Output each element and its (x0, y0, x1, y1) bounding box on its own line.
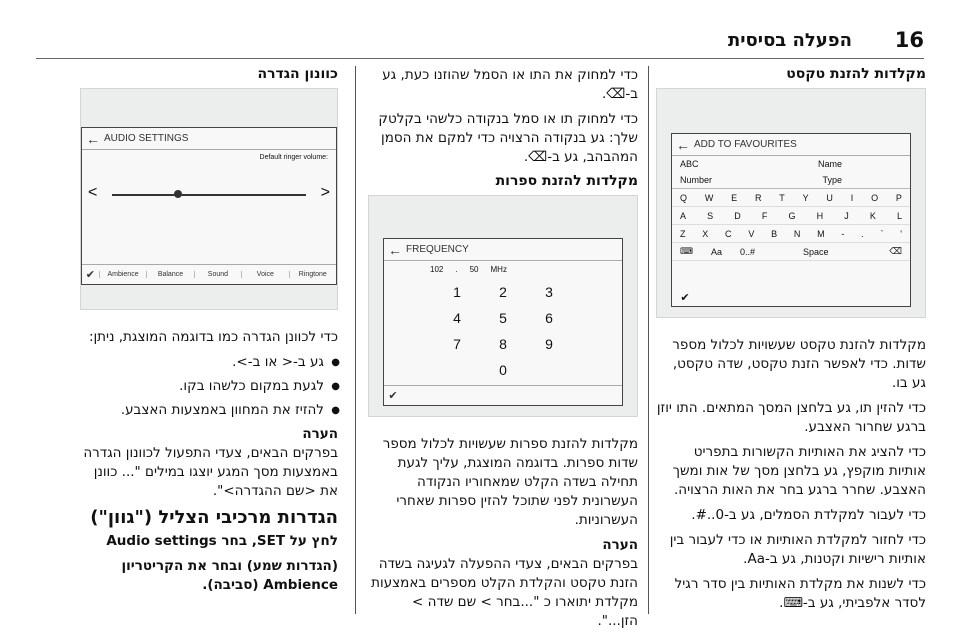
key[interactable]: E (731, 192, 738, 203)
key[interactable]: - (841, 228, 845, 239)
page-header (0, 0, 960, 56)
space-key[interactable]: Space (803, 246, 829, 257)
key[interactable]: N (793, 228, 801, 239)
volume-slider-handle[interactable] (174, 190, 182, 198)
numeric-keypad (384, 284, 622, 378)
note-text: בפרקים הבאים, צעדי ההפעלה לגעיגה בשדה הזנת טקסט והקלדת הקלט מספרים באמצעות מקלדת יתוארו כ "...בחר > שם שדה > הזן...". (371, 556, 638, 629)
key[interactable]: B (771, 228, 778, 239)
key[interactable]: ' (900, 228, 902, 239)
increase-chevron-icon[interactable]: > (320, 184, 330, 201)
key[interactable]: P (895, 192, 902, 203)
list-item: ● לגעת במקום כלשהו בקו. (80, 377, 338, 396)
digit-key[interactable]: 3 (545, 284, 553, 300)
paragraph: כדי למחוק תו או סמל בנקודה כלשהי בקלטק שלך: גע בנקודה הרצויה כדי למקם את הסמן המהבהב, גע ב-⌫. (378, 111, 638, 165)
key[interactable]: Z (680, 228, 686, 239)
text-keyboard-screenshot (656, 88, 926, 318)
back-arrow-icon[interactable]: ← (676, 136, 690, 153)
symbols-key[interactable]: 0..# (740, 246, 756, 257)
digit-key[interactable]: 1 (453, 284, 461, 300)
key[interactable]: R (754, 192, 762, 203)
key[interactable]: S (707, 210, 714, 221)
adjust-setting-section (80, 66, 338, 601)
page-number: 16 (894, 28, 924, 52)
keyboard (672, 189, 910, 243)
numeric-keyboard-screenshot (368, 195, 638, 417)
key[interactable]: F (761, 210, 768, 221)
paragraph: כדי למחוק את התו או הסמל שהוזנו כעת, גע ב-⌫. (382, 67, 638, 102)
note-title: הערה (602, 537, 638, 553)
case-key[interactable]: Aa (711, 246, 723, 257)
frequency-readout: 102 . 50 MHz (430, 265, 507, 274)
digit-key[interactable]: 2 (499, 284, 507, 300)
keyboard-toggle-icon[interactable]: ⌨ (680, 246, 693, 256)
audio-tab[interactable]: Ringtone (289, 271, 336, 278)
column-divider (355, 66, 356, 614)
keyboard-row (672, 225, 910, 243)
numeric-keyboard-section (368, 66, 638, 637)
digit-key[interactable]: 6 (545, 310, 553, 326)
key[interactable]: X (702, 228, 709, 239)
key[interactable]: Y (802, 192, 809, 203)
digit-key[interactable]: 4 (453, 310, 461, 326)
field-value[interactable]: Number (680, 175, 713, 185)
key[interactable]: D (734, 210, 741, 221)
key[interactable]: T (779, 192, 785, 203)
audio-tab[interactable]: Balance (146, 271, 193, 278)
back-arrow-icon[interactable]: ← (86, 130, 100, 147)
decrease-chevron-icon[interactable]: < (88, 184, 98, 201)
screen-title: AUDIO SETTINGS (104, 133, 189, 144)
section-title: מקלדות להזנת ספרות (495, 173, 638, 189)
paragraph: כדי לעבור למקלדת הסמלים, גע ב-0..#. (691, 507, 926, 523)
screen-title: ADD TO FAVOURITES (694, 139, 797, 150)
setting-label: Default ringer volume: (259, 154, 328, 161)
audio-settings-screenshot (80, 88, 338, 310)
field-value[interactable]: ABC (680, 159, 699, 169)
list-item: ● גע ב-< או ב->. (80, 353, 338, 372)
audio-tab[interactable]: Voice (241, 271, 288, 278)
column-divider (648, 66, 649, 614)
volume-slider-track[interactable] (112, 194, 306, 196)
section-title: כוונון הגדרה (257, 66, 338, 82)
key[interactable]: H (816, 210, 824, 221)
paragraph: כדי לכוונן הגדרה כמו בדוגמה המוצגת, ניתן: (88, 329, 338, 345)
backspace-icon[interactable]: ⌫ (889, 246, 902, 256)
audio-tab[interactable]: Ambience (99, 271, 146, 278)
key[interactable]: I (850, 192, 854, 203)
key[interactable]: M (817, 228, 825, 239)
list-item: ● להזיז את המחוון באמצעות האצבע. (80, 401, 338, 420)
audio-tab[interactable]: Sound (194, 271, 241, 278)
key[interactable]: . (861, 228, 864, 239)
bullet-list (80, 353, 338, 420)
paragraph: (הגדרות שמע) ובחר את הקריטריון Ambience (סביבה). (121, 558, 338, 593)
keyboard-row (672, 189, 910, 207)
paragraph: מקלדות להזנת ספרות שעשויות לכלול מספר שדות ספרות. בדוגמה המוצגת, עליך לגעת תחילה בשדה הקלט שמאחוריו הנקודה העשרונית לפני שתוכל להזין ספרות שאחרי העשרוניות. (382, 436, 638, 528)
paragraph: כדי להציג את האותיות הקשורות בתפריט אותיות מוקפץ, גע בלחצן מסך של אות ומשך האצבע. שחרר ברגע בחר את האות הרצויה. (672, 444, 926, 498)
section-heading: הגדרות מרכיבי הצליל ("גוון") (90, 507, 338, 528)
back-arrow-icon[interactable]: ← (388, 241, 402, 258)
paragraph: כדי לשנות את מקלדת האותיות בין סדר רגיל לסדר אלפביתי, גע ב-⌨. (674, 576, 926, 611)
field-label: Name (817, 159, 842, 169)
keyboard-row (672, 207, 910, 225)
running-title: הפעלה בסיסית (727, 30, 852, 51)
key[interactable]: G (788, 210, 796, 221)
section-title: מקלדות להזנת טקסט (786, 66, 926, 82)
confirm-check-icon[interactable]: ✔ (388, 390, 398, 402)
note-title: הערה (302, 426, 338, 442)
key[interactable]: L (896, 210, 902, 221)
key[interactable]: K (869, 210, 876, 221)
paragraph: מקלדות להזנת טקסט שעשויות לכלול מספר שדות. כדי לאפשר הזנת טקסט, שדה טקסט, גע בו. (672, 337, 926, 391)
confirm-check-icon[interactable]: ✔ (680, 292, 690, 304)
field-label: Type (822, 175, 842, 185)
digit-key[interactable]: 8 (499, 336, 507, 352)
key[interactable]: C (725, 228, 732, 239)
confirm-check-icon[interactable]: ✔ (85, 269, 96, 281)
paragraph: כדי לחזור למקלדת האותיות או כדי לעבור בין אותיות רישיות וקטנות, גע ב-Aa. (669, 532, 926, 567)
audio-tabs (99, 271, 336, 278)
paragraph: כדי להזין תו, גע בלחצן המסך המתאים. התו יוזן ברגע שחרור האצבע. (656, 400, 926, 435)
digit-key[interactable]: 9 (545, 336, 553, 352)
key[interactable]: J (844, 210, 849, 221)
header-divider (36, 58, 924, 59)
screen-title: FREQUENCY (406, 244, 469, 255)
key[interactable]: Q (680, 192, 688, 203)
key[interactable]: O (871, 192, 879, 203)
key[interactable]: V (748, 228, 755, 239)
key[interactable]: U (826, 192, 833, 203)
key[interactable]: ` (880, 228, 884, 239)
digit-key[interactable]: 7 (453, 336, 461, 352)
paragraph: לחץ על SET, בחר Audio settings (106, 533, 338, 549)
key[interactable]: W (704, 192, 714, 203)
digit-key[interactable]: 0 (499, 362, 507, 378)
note-text: בפרקים הבאים, צעדי התפעול לכוונון הגדרה באמצעות מסך המגע יוצגו במילים "... כוונן את <שם ההגדרה>". (83, 445, 338, 499)
text-keyboard-section (656, 66, 926, 619)
digit-key[interactable]: 5 (499, 310, 507, 326)
key[interactable]: A (680, 210, 687, 221)
